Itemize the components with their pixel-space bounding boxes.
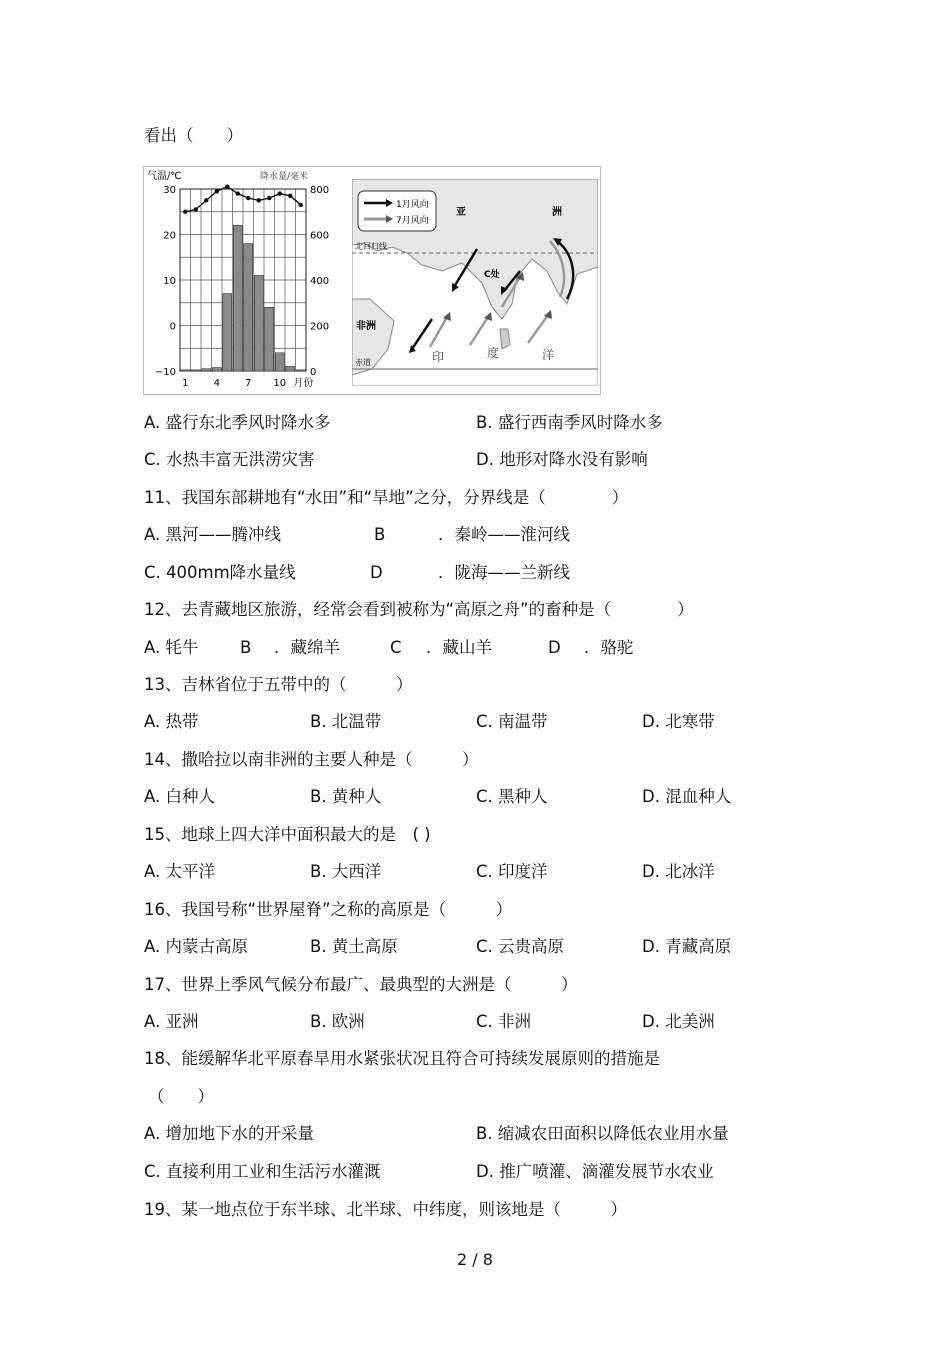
q13-option-c[interactable]: C. 南温带: [476, 712, 548, 731]
q11-option-b-text[interactable]: ．秦岭——淮河线: [438, 525, 570, 544]
asia-label-2: 洲: [552, 207, 562, 218]
temp-tick-label: 10: [163, 276, 176, 287]
q14-option-a[interactable]: A. 白种人: [144, 787, 215, 806]
q15-stem: 15、地球上四大洋中面积最大的是 ( ): [144, 825, 431, 844]
monsoon-map: [352, 179, 598, 386]
q11-option-c[interactable]: C. 400mm降水量线: [144, 563, 296, 582]
temperature-point: [257, 198, 261, 202]
asia-label-1: 亚: [456, 207, 466, 218]
q11-option-d-text[interactable]: ．陇海——兰新线: [438, 563, 570, 582]
temperature-point: [215, 189, 219, 193]
q13-stem: 13、吉林省位于五带中的（ ）: [144, 675, 413, 694]
q17-option-c[interactable]: C. 非洲: [476, 1012, 532, 1031]
precip-bar: [202, 369, 211, 371]
legend-jul-label: 7月风向: [396, 216, 429, 226]
q14-stem: 14、撒哈拉以南非洲的主要人种是（ ）: [144, 750, 479, 769]
q18-option-b[interactable]: B. 缩减农田面积以降低农业用水量: [476, 1124, 729, 1143]
q11-option-d-letter[interactable]: D: [370, 563, 383, 582]
precip-bar: [212, 368, 221, 371]
precip-tick-label: 800: [310, 185, 330, 196]
temperature-point: [299, 203, 303, 207]
precip-bar: [181, 370, 190, 371]
q10-option-c[interactable]: C. 水热丰富无洪涝灾害: [144, 450, 315, 469]
precip-bar: [254, 275, 263, 371]
temp-tick-label: 0: [169, 321, 176, 333]
q12-option-c-letter[interactable]: C: [390, 638, 402, 657]
q10-option-b[interactable]: B. 盛行西南季风时降水多: [476, 413, 663, 432]
q10-option-a[interactable]: A. 盛行东北季风时降水多: [144, 413, 331, 432]
place-c-label: C处: [484, 270, 500, 280]
temp-axis-label: 气温/℃: [147, 171, 182, 182]
q11-option-a[interactable]: A. 黑河——腾冲线: [144, 525, 281, 544]
q18-option-d[interactable]: D. 推广喷灌、滴灌发展节水农业: [476, 1162, 714, 1181]
temperature-point: [267, 196, 271, 200]
q14-option-c[interactable]: C. 黑种人: [476, 787, 548, 806]
q11-option-b-letter[interactable]: B: [374, 525, 386, 544]
q15-option-c[interactable]: C. 印度洋: [476, 862, 548, 881]
temp-tick-label: 30: [163, 185, 176, 196]
page-number: 2 / 8: [457, 1250, 493, 1269]
x-tick-label: 7: [245, 378, 252, 389]
q15-option-d[interactable]: D. 北冰洋: [642, 862, 715, 881]
q16-option-d[interactable]: D. 青藏高原: [642, 937, 732, 956]
q17-option-a[interactable]: A. 亚洲: [144, 1012, 199, 1031]
precip-bar: [265, 307, 274, 371]
q15-option-a[interactable]: A. 太平洋: [144, 862, 215, 881]
ocean-label-3: 洋: [542, 348, 555, 362]
x-tick-label: 10: [273, 378, 287, 389]
temperature-point: [236, 191, 240, 195]
q12-option-a[interactable]: A. 牦牛: [144, 638, 199, 657]
equator-label: 赤道: [355, 358, 371, 367]
q16-option-b[interactable]: B. 黄土高原: [310, 937, 398, 956]
precip-tick-label: 400: [310, 276, 330, 287]
q16-option-c[interactable]: C. 云贵高原: [476, 937, 565, 956]
temp-tick-label: −10: [154, 367, 176, 378]
q18-stem: 18、能缓解华北平原春旱用水紧张状况且符合可持续发展原则的措施是: [144, 1049, 660, 1068]
x-tick-label: 1: [182, 378, 189, 389]
temperature-point: [278, 191, 282, 195]
q12-option-d-letter[interactable]: D: [548, 638, 561, 657]
precip-tick-label: 200: [310, 321, 330, 333]
precip-bar: [233, 225, 242, 371]
q12-stem: 12、去青藏地区旅游，经常会看到被称为“高原之舟”的畜种是（ ）: [144, 600, 694, 619]
temperature-point: [183, 210, 187, 214]
precip-bar: [296, 370, 305, 371]
q18-option-a[interactable]: A. 增加地下水的开采量: [144, 1124, 314, 1143]
q10-option-d[interactable]: D. 地形对降水没有影响: [476, 450, 648, 469]
precip-tick-label: 0: [310, 367, 317, 378]
precip-bar: [223, 294, 232, 371]
q16-option-a[interactable]: A. 内蒙古高原: [144, 937, 248, 956]
q17-option-b[interactable]: B. 欧洲: [310, 1012, 365, 1031]
q19-stem: 19、某一地点位于东半球、北半球、中纬度，则该地是（ ）: [144, 1200, 627, 1219]
question-figure: [143, 166, 601, 395]
q12-option-d-text[interactable]: ．骆驼: [584, 638, 634, 657]
precip-bar: [275, 353, 284, 371]
q17-option-d[interactable]: D. 北美洲: [642, 1012, 715, 1031]
q12-option-b-letter[interactable]: B: [240, 638, 252, 657]
precip-axis-label: 降水量/毫米: [259, 172, 308, 182]
temperature-point: [204, 198, 208, 202]
q13-option-d[interactable]: D. 北寒带: [642, 712, 715, 731]
q18-answer-paren: （ ）: [148, 1087, 214, 1106]
temperature-point: [246, 196, 250, 200]
precip-bar: [286, 366, 295, 371]
intro-text: 看出（ ）: [144, 126, 243, 145]
temp-tick-label: 20: [163, 230, 176, 242]
x-tick-label: 4: [213, 378, 220, 389]
q17-stem: 17、世界上季风气候分布最广、最典型的大洲是（ ）: [144, 975, 578, 994]
q11-stem: 11、我国东部耕地有“水田”和“旱地”之分，分界线是（ ）: [144, 488, 629, 507]
ocean-label-1: 印: [432, 350, 445, 364]
q13-option-a[interactable]: A. 热带: [144, 712, 199, 731]
ocean-label-2: 度: [487, 346, 500, 360]
q13-option-b[interactable]: B. 北温带: [310, 712, 382, 731]
temperature-point: [194, 207, 198, 211]
africa-label: 非洲: [356, 321, 376, 332]
q15-option-b[interactable]: B. 大西洋: [310, 862, 382, 881]
temperature-point: [288, 194, 292, 198]
q18-option-c[interactable]: C. 直接利用工业和生活污水灌溉: [144, 1162, 381, 1181]
q12-option-c-text[interactable]: ．藏山羊: [426, 638, 492, 657]
temperature-point: [225, 185, 229, 189]
q16-stem: 16、我国号称“世界屋脊”之称的高原是（ ）: [144, 900, 513, 919]
tropic-label: 北回归线: [355, 242, 387, 251]
legend-jan-label: 1月风向: [396, 200, 429, 210]
q14-option-d[interactable]: D. 混血种人: [642, 787, 732, 806]
precip-bar: [244, 244, 253, 371]
x-unit-label: 月份: [293, 378, 314, 389]
q14-option-b[interactable]: B. 黄种人: [310, 787, 382, 806]
q12-option-b-text[interactable]: ．藏绵羊: [274, 638, 340, 657]
precip-bar: [191, 370, 200, 371]
precip-tick-label: 600: [310, 230, 330, 242]
